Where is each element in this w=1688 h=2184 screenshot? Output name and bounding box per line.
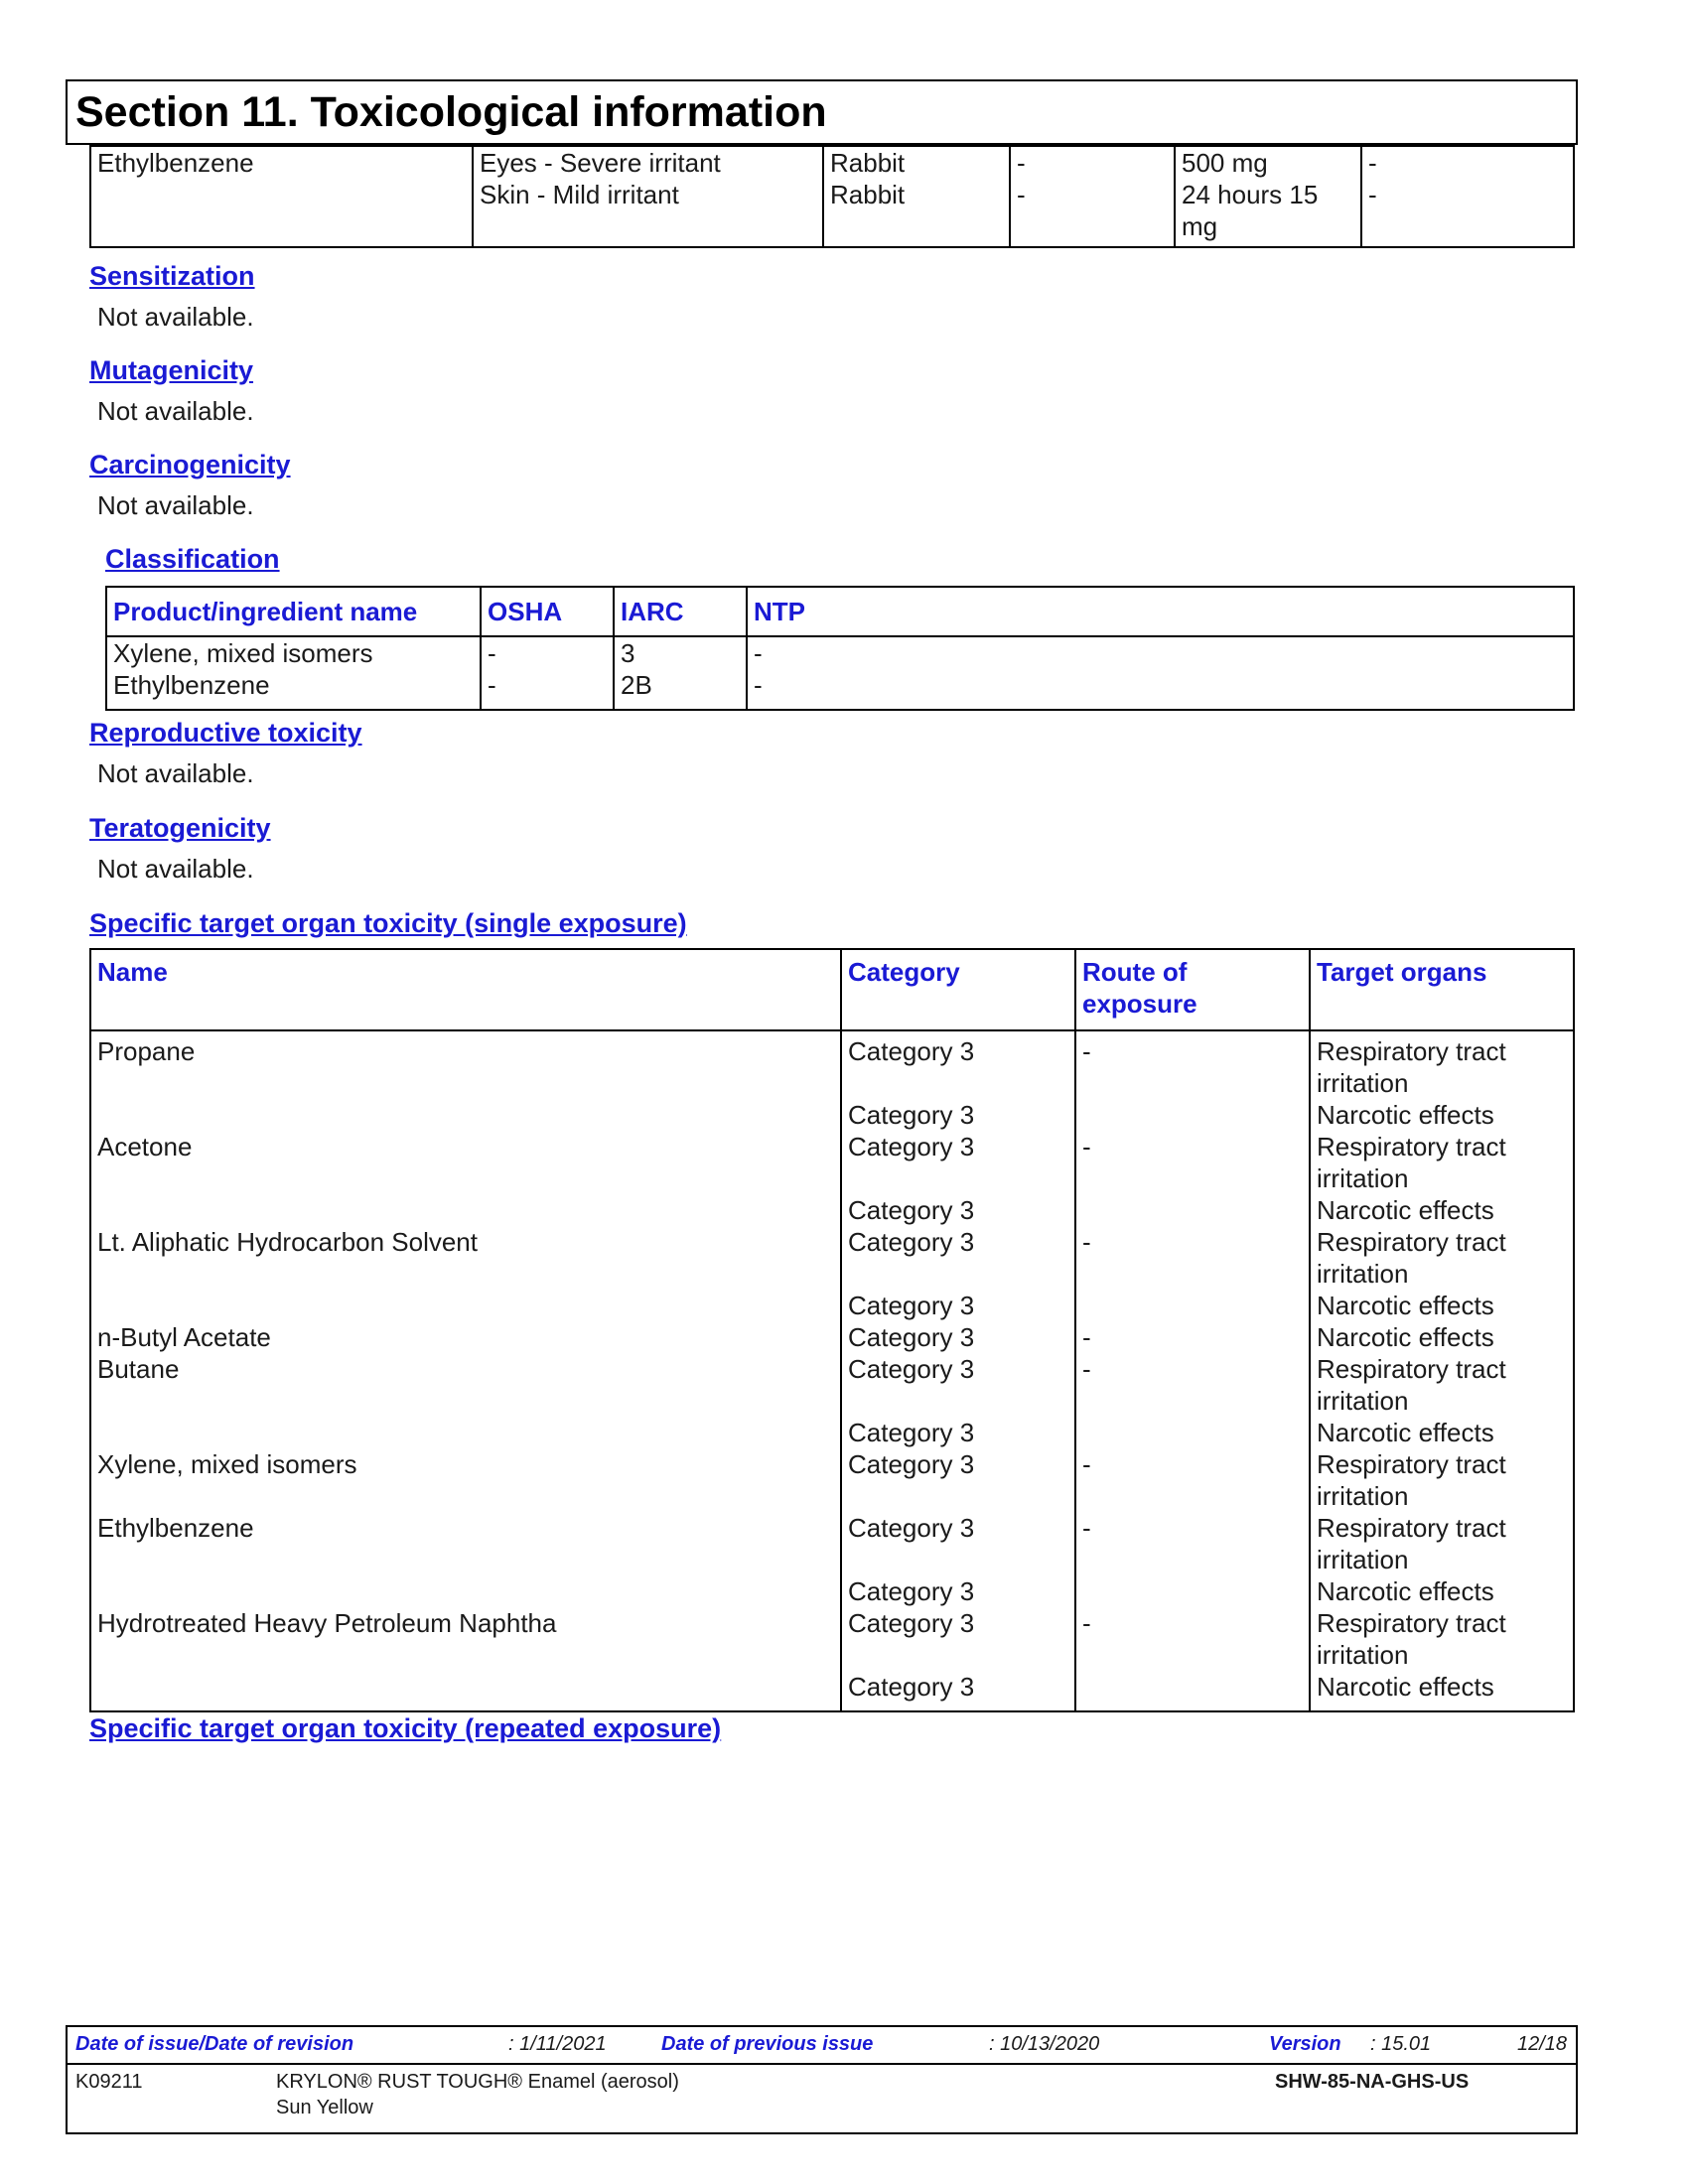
classification-value: - [488,670,496,700]
target-organ-value: Narcotic effects [1317,1322,1494,1352]
version-value: : 15.01 [1370,2033,1432,2055]
route-value: - [1082,1513,1091,1543]
document-id: SHW-85-NA-GHS-US [1275,2071,1470,2093]
observation-value: - [1368,180,1377,209]
substance-name: Butane [97,1354,180,1384]
species-value: Rabbit [830,180,906,209]
teratogenicity-heading[interactable]: Teratogenicity [89,813,271,843]
target-organ-value: Respiratory tract irritation [1317,1354,1506,1416]
target-organ-value: Respiratory tract irritation [1317,1227,1506,1289]
teratogenicity-text: Not available. [97,854,254,884]
carcinogenicity-heading[interactable]: Carcinogenicity [89,450,291,479]
substance-name: Acetone [97,1132,193,1161]
score-value: - [1017,148,1026,178]
version-label: Version [1269,2033,1341,2055]
category-value: Category 3 [848,1322,975,1352]
species-value: Rabbit [830,148,906,178]
previous-issue-label: Date of previous issue [661,2033,874,2055]
column-header: IARC [614,587,747,636]
reproductive-heading[interactable]: Reproductive toxicity [89,718,362,748]
classification-value: 3 [621,638,635,668]
target-organ-value: Respiratory tract irritation [1317,1132,1506,1193]
route-value: - [1082,1322,1091,1352]
spacer [97,1290,834,1321]
category-value: Category 3 [848,1227,975,1257]
classification-table [105,586,1575,711]
category-column [841,1030,1075,1711]
classification-value: 2B [621,670,652,700]
category-value: Category 3 [848,1449,975,1479]
mutagenicity-text: Not available. [97,396,254,426]
spacer [97,1194,834,1226]
product-name: KRYLON® RUST TOUGH® Enamel (aerosol) [276,2071,679,2093]
column-header: Route of exposure [1075,949,1310,1030]
route-value: - [1082,1449,1091,1479]
footer-divider [68,2063,1576,2065]
substance-name: Ethylbenzene [97,1513,254,1543]
spacer [97,1575,834,1607]
ingredient-name-cell [90,146,473,247]
target-organ-value: Respiratory tract irritation [1317,1608,1506,1670]
target-organs-column [1310,1030,1574,1711]
substance-name: Propane [97,1036,196,1066]
issue-date-value: : 1/11/2021 [508,2033,607,2055]
sensitization-text: Not available. [97,302,254,332]
classification-value: Ethylbenzene [113,670,270,700]
score-value: - [1017,180,1026,209]
classification-value: Xylene, mixed isomers [113,638,373,668]
classification-cell [747,636,1574,710]
route-value: - [1082,1227,1091,1257]
route-value: - [1082,1036,1091,1066]
column-header: Product/ingredient name [106,587,481,636]
route-value [1082,1671,1303,1703]
classification-value: - [754,670,763,700]
classification-value: - [488,638,496,668]
stot-single-table [89,948,1575,1712]
section-header [66,79,1578,145]
route-value [1082,1290,1303,1321]
target-organ-value: Narcotic effects [1317,1291,1494,1320]
classification-cell [481,636,614,710]
page-number: 12/18 [1517,2033,1568,2055]
category-value: Category 3 [848,1672,975,1702]
substance-name: Hydrotreated Heavy Petroleum Naphtha [97,1608,557,1638]
section-title: Section 11. Toxicological information [75,88,827,136]
table-row [106,636,1574,710]
page-footer [66,2025,1578,2134]
category-value: Category 3 [848,1291,975,1320]
target-organ-value: Respiratory tract irritation [1317,1449,1506,1511]
column-header: NTP [747,587,1574,636]
classification-cell [106,636,481,710]
column-header: OSHA [481,587,614,636]
species-cell [823,146,1010,247]
column-header: Category [841,949,1075,1030]
substance-name: Lt. Aliphatic Hydrocarbon Solvent [97,1227,478,1257]
results-cell [473,146,823,247]
observation-cell [1361,146,1574,247]
observation-value: - [1368,148,1377,178]
classification-value: - [754,638,763,668]
target-organ-value: Respiratory tract irritation [1317,1036,1506,1098]
stot-repeated-heading[interactable]: Specific target organ toxicity (repeated exposure) [89,1713,722,1743]
category-value: Category 3 [848,1195,975,1225]
route-column [1075,1030,1310,1711]
target-organ-value: Narcotic effects [1317,1576,1494,1606]
category-value: Category 3 [848,1100,975,1130]
target-organ-value: Narcotic effects [1317,1100,1494,1130]
stot-single-heading[interactable]: Specific target organ toxicity (single exposure) [89,908,687,938]
target-organ-value: Narcotic effects [1317,1672,1494,1702]
target-organ-value: Respiratory tract irritation [1317,1513,1506,1574]
table-row [90,146,1574,247]
substance-name: n-Butyl Acetate [97,1322,271,1352]
route-value [1082,1099,1303,1131]
category-value: Category 3 [848,1036,975,1066]
spacer [97,1671,834,1703]
product-code: K09211 [75,2071,143,2093]
category-value: Category 3 [848,1132,975,1161]
reproductive-text: Not available. [97,758,254,788]
category-value: Category 3 [848,1418,975,1447]
target-organ-value: Narcotic effects [1317,1418,1494,1447]
name-column [90,1030,841,1711]
irritation-table [89,145,1575,248]
category-value: Category 3 [848,1576,975,1606]
column-header: Name [90,949,841,1030]
sensitization-heading[interactable]: Sensitization [89,261,255,291]
route-value: - [1082,1608,1091,1638]
substance-name: Xylene, mixed isomers [97,1449,357,1479]
spacer [97,1099,834,1131]
mutagenicity-heading[interactable]: Mutagenicity [89,355,254,385]
route-value: - [1082,1354,1091,1384]
table-row [90,1030,1574,1711]
exposure-value: 500 mg [1182,148,1268,178]
category-value: Category 3 [848,1608,975,1638]
product-color: Sun Yellow [276,2097,373,2118]
previous-issue-value: : 10/13/2020 [989,2033,1100,2055]
route-value: - [1082,1132,1091,1161]
column-header: Target organs [1310,949,1574,1030]
issue-date-label: Date of issue/Date of revision [75,2033,354,2055]
classification-cell [614,636,747,710]
category-value: Category 3 [848,1513,975,1543]
exposure-value: 24 hours 15 mg [1182,180,1319,241]
route-value [1082,1575,1303,1607]
classification-heading[interactable]: Classification [105,544,280,574]
exposure-cell [1175,146,1361,247]
route-value [1082,1194,1303,1226]
carcinogenicity-text: Not available. [97,490,254,520]
ingredient-name: Ethylbenzene [97,148,254,178]
score-cell [1010,146,1175,247]
target-organ-value: Narcotic effects [1317,1195,1494,1225]
results-value: Skin - Mild irritant [480,180,679,209]
results-value: Eyes - Severe irritant [480,148,721,178]
route-value [1082,1417,1303,1448]
category-value: Category 3 [848,1354,975,1384]
spacer [97,1417,834,1448]
